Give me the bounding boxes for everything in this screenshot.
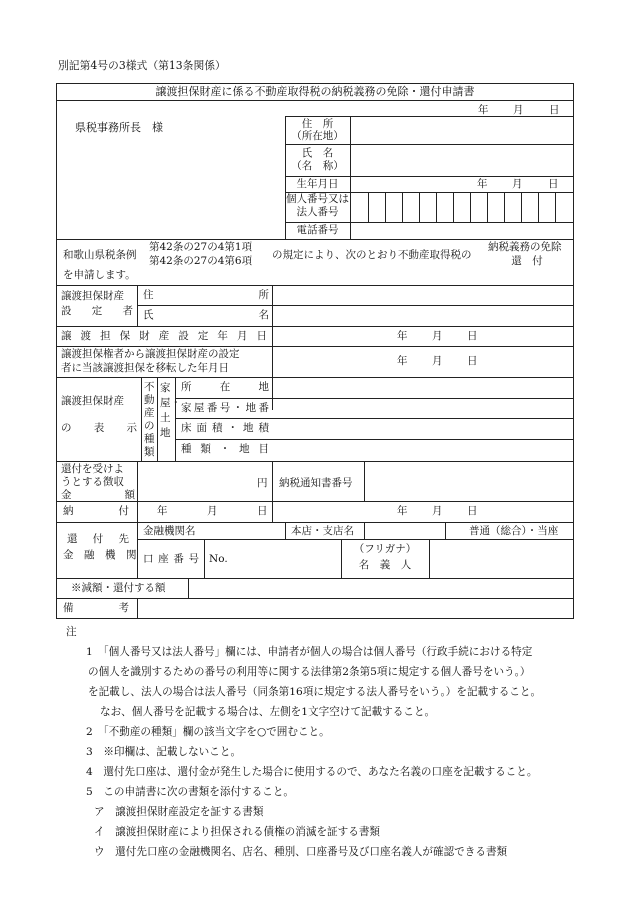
id-label-line2: 法人番号 <box>296 206 339 218</box>
location-field[interactable] <box>273 378 573 398</box>
yen-label: 円 <box>257 477 268 489</box>
payment-label: 納 付 <box>63 505 129 517</box>
form-number: 別記第4号の3様式（第13条関係） <box>58 59 226 72</box>
establisher-address-field[interactable] <box>273 286 573 305</box>
refund-label-2: うとする徴収 <box>61 476 124 488</box>
phone-field[interactable] <box>351 223 573 239</box>
bank-label-1: 還 付 先 <box>67 533 129 545</box>
bank-label-2: 金 融 機 関 <box>63 549 137 561</box>
payment-year-label: 年 <box>157 505 168 517</box>
display-label-2: の 表 示 <box>61 422 137 434</box>
remarks-field[interactable] <box>138 599 573 618</box>
note-2: 2 「不動産の種類」欄の該当文字を○で囲むこと。 <box>86 726 330 738</box>
establisher-label-1: 譲渡担保財産 <box>61 290 124 302</box>
form-title: 譲渡担保財産に係る不動産取得税の納税義務の免除・還付申請書 <box>155 85 475 98</box>
location-label: 所 在 地 <box>181 381 269 393</box>
account-no-prefix: No. <box>209 553 228 565</box>
statement-suffix: を申請します。 <box>63 269 136 281</box>
account-number-field[interactable] <box>227 540 340 578</box>
birth-month-label: 月 <box>512 178 523 190</box>
note-1-line-2: の個人を識別するための番号の利用等に関する法律第2条第5項に規定する個人番号をいう。） <box>88 666 531 678</box>
birth-year-label: 年 <box>477 178 488 190</box>
note-4: 4 還付先口座は、還付金が発生した場合に使用するので、あなた名義の口座を記載すること。 <box>86 766 538 778</box>
remarks-label: 備 考 <box>63 602 129 614</box>
payment2-month-label: 月 <box>432 505 443 517</box>
note-5-a: ア 譲渡担保財産設定を証する書類 <box>94 806 264 818</box>
id-number-boxes[interactable] <box>351 193 573 222</box>
applicant-name-field[interactable] <box>351 145 573 176</box>
refund-amount-field[interactable] <box>138 462 272 501</box>
kana-label: （フリガナ） <box>353 543 417 555</box>
transfer-year-label: 年 <box>397 355 408 367</box>
name-sub-label: （名 称） <box>291 160 344 172</box>
transfer-month-label: 月 <box>432 355 443 367</box>
house-number-field[interactable] <box>273 399 573 418</box>
establisher-name-label: 氏 名 <box>143 309 269 321</box>
id-label-line1: 個人番号又は <box>286 193 349 205</box>
floor-area-label: 床面積・地積 <box>181 422 269 434</box>
statement-clause-2: 第42条の27の4第6項 <box>149 255 253 267</box>
phone-label: 電話番号 <box>296 224 339 236</box>
account-holder-field[interactable] <box>430 540 573 578</box>
floor-area-field[interactable] <box>273 419 573 439</box>
payment-day-label: 日 <box>257 505 268 517</box>
name-label: 氏 名 <box>301 147 334 159</box>
setup-date-label: 譲渡担保財産設定年月日 <box>61 330 267 342</box>
setup-month-label: 月 <box>432 330 443 342</box>
bank-name-label: 金融機関名 <box>143 525 196 537</box>
payment-month-label: 月 <box>207 505 218 517</box>
payment2-day-label: 日 <box>467 505 478 517</box>
property-kind-label: 不動産の種類 <box>144 381 155 458</box>
property-kind-options[interactable]: 家屋・土地 <box>160 382 181 439</box>
refund-label-3: 金 額 <box>61 489 135 501</box>
display-label-1: 譲渡担保財産 <box>61 395 124 407</box>
branch-field[interactable] <box>365 523 445 539</box>
date-day-label: 日 <box>549 104 560 116</box>
notes-section <box>60 622 580 862</box>
birth-day-label: 日 <box>548 178 559 190</box>
setup-year-label: 年 <box>397 330 408 342</box>
establisher-label-2: 設 定 者 <box>61 305 133 317</box>
notes-heading: 注 <box>66 626 77 638</box>
statement-prefix: 和歌山県税条例 <box>63 249 137 261</box>
establisher-address-label: 住 所 <box>143 289 269 301</box>
address-sub-label: （所在地） <box>291 130 344 142</box>
address-label: 住 所 <box>301 118 334 130</box>
payment2-year-label: 年 <box>397 505 408 517</box>
notice-number-field[interactable] <box>365 462 573 501</box>
note-1-line-1: 1 「個人番号又は法人番号」欄には、申請者が個人の場合は個人番号（行政手続における特定 <box>86 646 533 658</box>
note-3: 3 ※印欄は、記載しないこと。 <box>86 746 242 758</box>
applicant-address-field[interactable] <box>351 117 573 144</box>
statement-clause-1: 第42条の27の4第1項 <box>149 241 253 253</box>
transfer-day-label: 日 <box>467 355 478 367</box>
note-5-u: ウ 還付先口座の金融機関名、店名、種別、口座番号及び口座名義人が確認できる書類 <box>94 846 508 858</box>
application-form <box>56 83 574 619</box>
account-type-options[interactable]: 普通（総合）・当座 <box>469 525 559 537</box>
statement-option-1: 納税義務の免除 <box>488 241 562 253</box>
setup-day-label: 日 <box>467 330 478 342</box>
statement-option-2: 還 付 <box>511 255 543 267</box>
kind-detail-label: 種類・地目 <box>181 443 269 455</box>
date-year-label: 年 <box>478 104 489 116</box>
reduced-amount-field <box>189 579 573 598</box>
addressee: 県税事務所長 様 <box>75 121 163 134</box>
birth-label: 生年月日 <box>296 178 339 190</box>
account-holder-label: 名 義 人 <box>358 559 412 571</box>
transfer-label-1: 譲渡担保権者から譲渡担保財産の設定 <box>61 348 240 360</box>
statement-middle: の規定により、次のとおり不動産取得税の <box>272 249 472 261</box>
refund-label-1: 還付を受けよ <box>61 463 124 475</box>
kind-detail-field[interactable] <box>273 440 573 461</box>
reduced-amount-label: ※減額・還付する額 <box>71 582 166 594</box>
date-month-label: 月 <box>513 104 524 116</box>
bank-name-field[interactable] <box>207 523 285 539</box>
establisher-name-field[interactable] <box>273 306 573 326</box>
note-5: 5 この申請書に次の書類を添付すること。 <box>86 786 295 798</box>
house-number-label: 家屋番号・地番 <box>181 402 269 414</box>
note-1-line-3: を記載し、法人の場合は法人番号（同条第16項に規定する法人番号をいう。）を記載すること。 <box>88 686 542 698</box>
notice-number-label: 納税通知書番号 <box>279 477 353 489</box>
note-1-line-4: なお、個人番号を記載する場合は、左側を1文字空けて記載すること。 <box>100 706 436 718</box>
account-number-label: 口座番号 <box>143 553 199 565</box>
branch-label: 本店・支店名 <box>291 525 354 537</box>
transfer-label-2: 者に当該譲渡担保を移転した年月日 <box>61 362 229 374</box>
note-5-i: イ 譲渡担保財産により担保される債権の消滅を証する書類 <box>94 826 381 838</box>
